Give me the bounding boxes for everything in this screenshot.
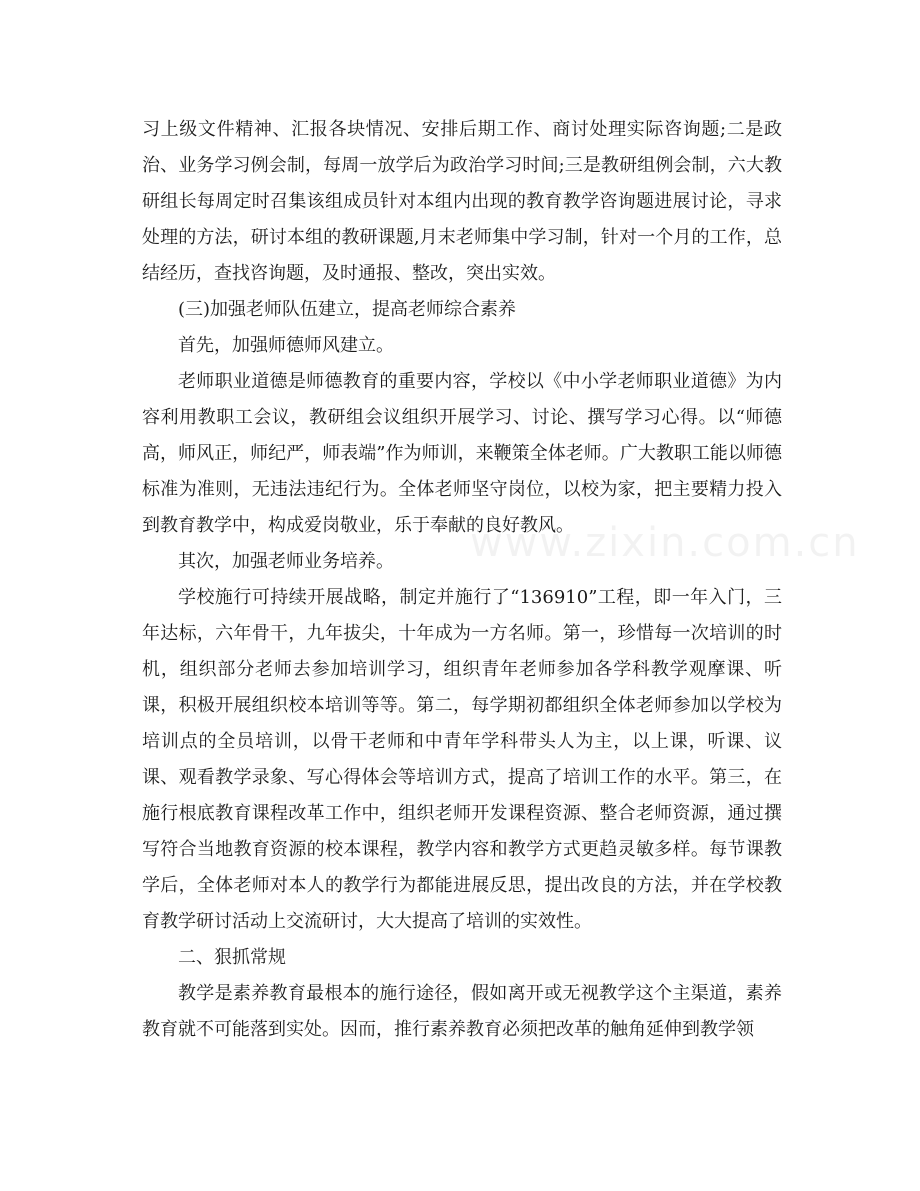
- watermark: www.zixin.com.cn: [470, 520, 860, 566]
- paragraph-1: 习上级文件精神、汇报各块情况、安排后期工作、商讨处理实际咨询题;二是政治、业务学习例会制，每周一放学后为政治学习时间;三是教研组例会制，六大教研组长每周定时召集该组成员针对本组内出现的教育教学咨询题进展讨论，寻求处理的方法，研讨本组的教研课题,月末老师集中学习制，针对一个月的工作，总结经历，查找咨询题，及时通报、整改，突出实效。: [142, 119, 782, 284]
- paragraph-4: 老师职业道德是师德教育的重要内容，学校以《中小学老师职业道德》为内容利用教职工会议，教研组会议组织开展学习、讨论、撰写学习心得。以“师德高，师风正，师纪严，师表端”作为师训，来鞭策全体老师。广大教职工能以师德标准为准则，无违法违纪行为。全体老师坚守岗位，以校为家，把主要精力投入到教育教学中，构成爱岗敬业，乐于奉献的良好教风。: [142, 371, 782, 536]
- section-heading-teacher-team: (三)加强老师队伍建立，提高老师综合素养: [178, 299, 517, 320]
- section-heading-routine: 二、狠抓常规: [178, 947, 286, 968]
- paragraph-3: 首先，加强师德师风建立。: [178, 335, 394, 356]
- paragraph-6: 学校施行可持续开展战略，制定并施行了“136910”工程，即一年入门，三年达标，六年骨干，九年拔尖，十年成为一方名师。第一，珍惜每一次培训的时机，组织部分老师去参加培训学习，组织青年老师参加各学科教学观摩课、听课，积极开展组织校本培训等等。第二，每学期初都组织全体老师参加以学校为培训点的全员培训，以骨干老师和中青年学科带头人为主，以上课，听课、议课、观看教学录象、写心得体会等培训方式，提高了培训工作的水平。第三，在施行根底教育课程改革工作中，组织老师开发课程资源、整合老师资源，通过撰写符合当地教育资源的校本课程，教学内容和教学方式更趋灵敏多样。每节课教学后，全体老师对本人的教学行为都能进展反思，提出改良的方法，并在学校教育教学研讨活动上交流研讨，大大提高了培训的实效性。: [142, 587, 782, 932]
- document-body: [142, 112, 782, 1048]
- paragraph-5: 其次，加强老师业务培养。: [178, 551, 394, 572]
- paragraph-8: 教学是素养教育最根本的施行途径，假如离开或无视教学这个主渠道，素养教育就不可能落到实处。因而，推行素养教育必须把改革的触角延伸到教学领: [142, 983, 782, 1040]
